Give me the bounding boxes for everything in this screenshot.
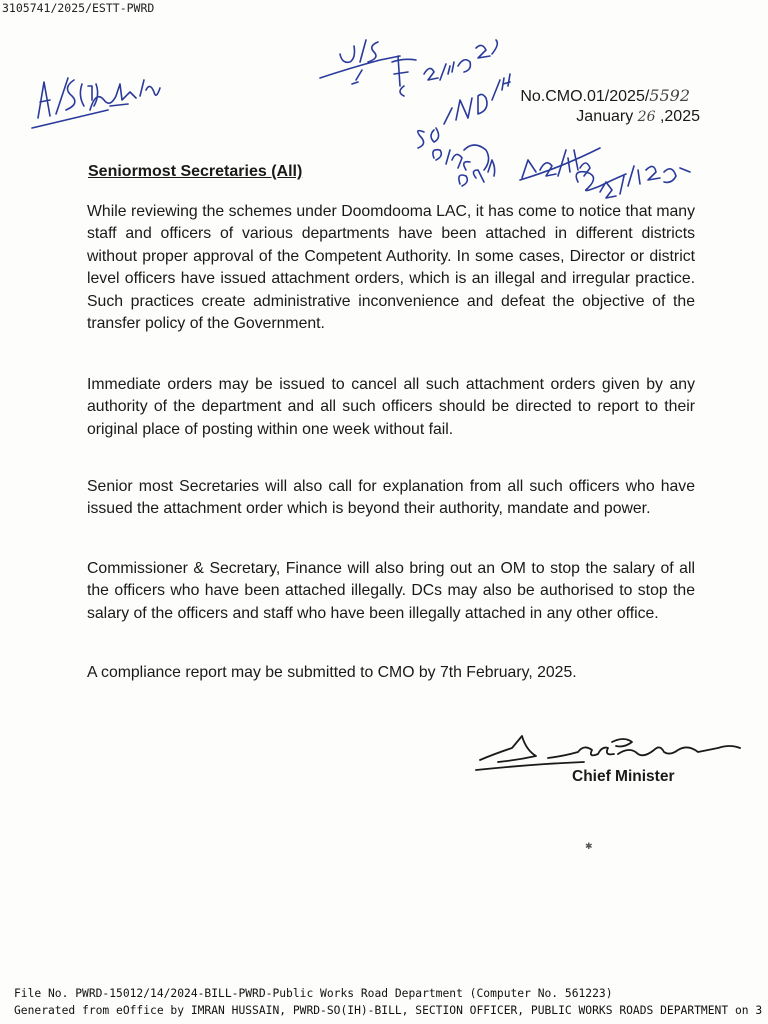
eoffice-footer — [14, 985, 768, 1019]
footer-generated-by: Generated from eOffice by IMRAN HUSSAIN, PWRD-SO(IH)-BILL, SECTION OFFICER, PUBLIC WORKS ROADS DEPARTMENT on 3 — [14, 1004, 763, 1017]
paragraph-3-text: Senior most Secretaries will also call for explanation from all such officers who have issued the attachment order which is beyond their authority, mandate and power. — [87, 478, 695, 518]
addressee: Seniormost Secretaries (All) — [88, 163, 303, 180]
signatory-title: Chief Minister — [572, 768, 675, 785]
paragraph-1-text: While reviewing the schemes under Doomdooma LAC, it has come to notice that many staff and officers of various departments have been attached in different districts without proper approval of the Competent Authority. In some cases, Director or district level officers have issued attachment orders, which is an illegal and irregular practice. Such practices create administrative inconvenience and defeat the objective of the transfer policy of the Government. — [87, 203, 695, 333]
paragraph-5-text: A compliance report may be submitted to CMO by 7th February, 2025. — [87, 664, 577, 681]
paragraph-5 — [87, 662, 695, 684]
paragraph-2-text: Immediate orders may be issued to cancel all such attachment orders given by any authority of the department and all such officers should be directed to report to their original place of posting within one week without fail. — [87, 376, 695, 438]
date-day-handwritten: 26 — [637, 109, 656, 125]
paragraph-4-text: Commissioner & Secretary, Finance will also bring out an OM to stop the salary of all the officers who have been attached illegally. DCs may also be authorised to stop the salary of the officers and staff who have been illegally attached in any other office. — [87, 560, 695, 622]
reference-prefix: No.CMO.01/2025/ — [520, 88, 650, 105]
stray-ink-mark: ✱ — [585, 841, 593, 851]
paragraph-3 — [87, 476, 695, 521]
reference-number — [520, 86, 690, 106]
date-year: ,2025 — [659, 108, 700, 125]
date-month: January — [576, 108, 634, 125]
paragraph-1 — [87, 201, 695, 335]
letter-date — [576, 108, 700, 126]
reference-handwritten-number: 5592 — [649, 86, 690, 105]
paragraph-4 — [87, 558, 695, 625]
file-id: 3105741/2025/ESTT-PWRD — [2, 1, 155, 15]
footer-file-number: File No. PWRD-15012/14/2024-BILL-PWRD-Public Works Road Department (Computer No. 561223) — [14, 987, 613, 1000]
paragraph-2 — [87, 374, 695, 441]
